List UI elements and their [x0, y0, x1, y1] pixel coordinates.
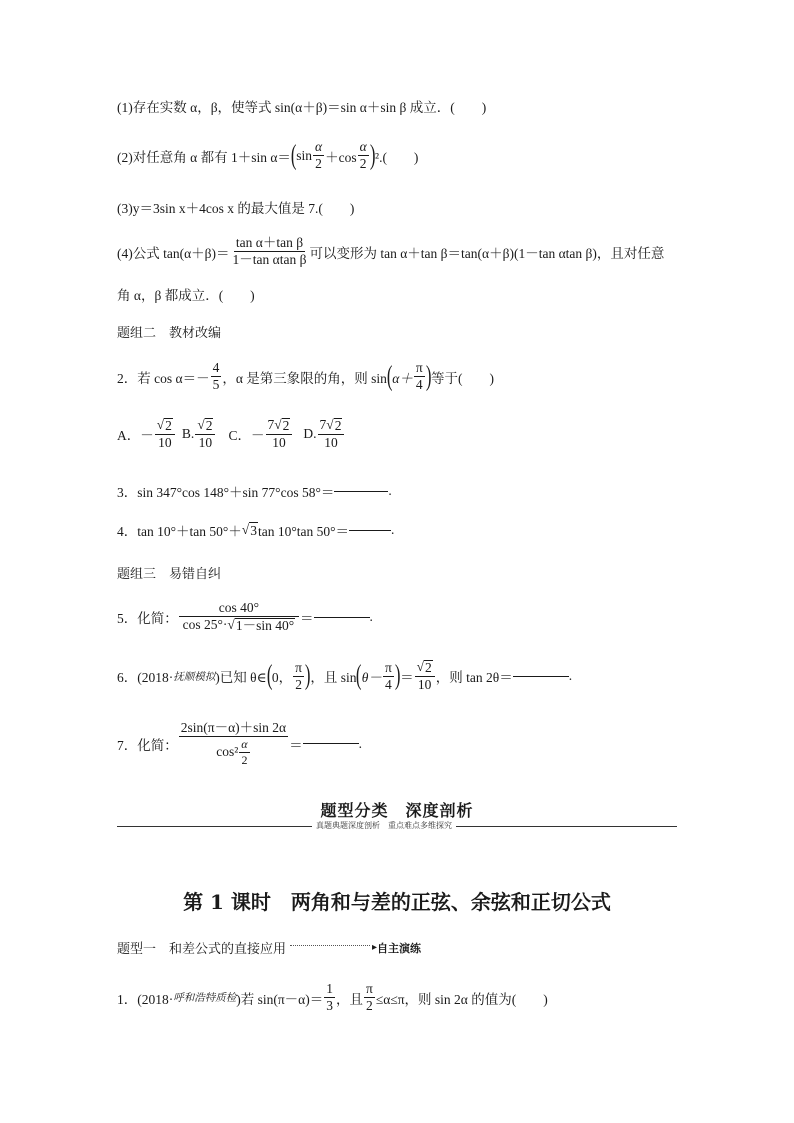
fraction-4-over-5: $\frac{4}{5}$ [212, 360, 220, 393]
option-b: B. √ 2 10 [182, 418, 217, 450]
problem-7: 7．化简： 2sin(π－α)＋sin 2α cos² $\frac{\alpha}{2}$ ＝ . [117, 720, 362, 767]
tan-sum-fraction: $\frac{\text{tan α＋tan β}}{\text{1－tan αtan β}}$ [232, 235, 307, 268]
sqrt: √ 2 [155, 418, 175, 435]
banner-title: 题型分类 深度剖析 [320, 801, 474, 820]
numerator: 7√ 2 [318, 418, 345, 435]
question-2: (2)对任意角 α 都有 1＋sin α＝ ( sin $\frac{\alpha}{2}$ ＋cos $\frac{\alpha}{2}$ ) ².( ) [117, 139, 419, 172]
numerator: 7√ 2 [266, 418, 293, 435]
fraction-pi-over-2: $\frac{\pi}{2}$ [366, 981, 373, 1014]
problem-6: 6．(2018· 抚顺模拟 )已知 θ∈ ( 0， $\frac{\pi}{2}$ ) ，且 sin ( θ－ $\frac{\pi}{4}$ ) ＝ √ 2 10 ，则 tan 2θ＝ . [117, 659, 573, 693]
left-paren: ( [266, 660, 273, 692]
fraction-7root2-over-10: 7√ 2 10 [318, 418, 345, 450]
left-paren: ( [290, 139, 297, 171]
sqrt: √ 1－sin 40° [227, 617, 295, 634]
sqrt: √ 2 [195, 418, 215, 435]
sqrt: √ 2 [326, 417, 342, 433]
answer-blank[interactable] [513, 676, 569, 677]
right-paren: ) [425, 360, 432, 392]
simplify-fraction: 2sin(π－α)＋sin 2α cos² $\frac{\alpha}{2}$ [180, 720, 287, 767]
fraction-root2-over-10: √ 2 10 [155, 418, 175, 450]
answer-blank[interactable] [314, 617, 370, 618]
sqrt: √ 2 [274, 417, 290, 433]
group-2-heading: 题组二 教材改编 [117, 326, 222, 341]
fraction-1-over-3: $\frac{1}{3}$ [326, 981, 334, 1014]
right-paren: ) [394, 660, 401, 692]
sqrt: √ 2 [415, 660, 435, 677]
lesson-title: 第 1 课时 两角和与差的正弦、余弦和正切公式 [183, 890, 611, 914]
answer-blank[interactable] [349, 530, 391, 531]
type-1-heading: 题型一 和差公式的直接应用 ▸ 自主演练 [117, 941, 422, 957]
option-d: D. 7√ 2 10 [303, 418, 345, 450]
problem-source: 呼和浩特质检 [173, 993, 237, 1005]
fraction-7root2-over-10: 7√ 2 10 [266, 418, 293, 450]
question-4: (4)公式 tan(α＋β)＝ $\frac{\text{tan α＋tan β}}{\text{1－tan αtan β}}$ 可以变形为 tan α＋tan β＝tan(α＋β)(1－tan αtan β)，且对任意 [117, 235, 665, 268]
denominator: cos² $\frac{\alpha}{2}$ [216, 737, 248, 767]
arrow-right-icon: ▸ [372, 942, 378, 953]
problem-3: 3．sin 347°cos 148°＋sin 77°cos 58°＝ . [117, 483, 392, 500]
fraction-pi-over-2: $\frac{\pi}{2}$ [295, 659, 302, 692]
dotted-leader [290, 945, 370, 946]
group-3-heading: 题组三 易错自纠 [117, 567, 222, 582]
option-a: A．－ √ 2 10 [117, 418, 176, 450]
denominator: cos 25°·√ 1－sin 40° [182, 617, 295, 634]
fraction-root2-over-10: √ 2 10 [195, 418, 215, 450]
right-paren: ) [304, 660, 311, 692]
question-4-line2: 角 α，β 都成立．( ) [117, 288, 255, 303]
section-banner [117, 798, 677, 830]
fraction-pi-over-4: $\frac{\pi}{4}$ [415, 360, 423, 393]
fraction-root2-over-10: √ 2 10 [415, 660, 435, 692]
problem-5: 5．化简： cos 40° cos 25°·√ 1－sin 40° ＝ . [117, 600, 373, 634]
problem-source: 抚顺模拟 [173, 671, 216, 683]
banner-subtitle: 真题典题深度剖析 重点难点多维探究 [312, 820, 456, 831]
left-paren: ( [356, 660, 362, 692]
question-3: (3)y＝3sin x＋4cos x 的最大值是 7.( ) [117, 201, 355, 216]
answer-blank[interactable] [334, 491, 388, 492]
option-c: C．－ 7√ 2 10 [228, 418, 293, 450]
fraction-alpha-over-2: $\frac{\alpha}{2}$ [315, 139, 323, 172]
sqrt: √ 3 [241, 521, 257, 538]
fraction-alpha-over-2: $\frac{\alpha}{2}$ [359, 139, 367, 172]
type-tag: 自主演练 [377, 941, 422, 955]
right-paren: ) [369, 139, 376, 171]
left-paren: ( [386, 360, 393, 392]
problem-4: 4．tan 10°＋tan 50°＋ √ 3 tan 10°tan 50°＝ . [117, 521, 395, 539]
simplify-fraction: cos 40° cos 25°·√ 1－sin 40° [179, 601, 299, 633]
question-1: (1)存在实数 α，β，使等式 sin(α＋β)＝sin α＋sin β 成立．( ) [117, 100, 487, 115]
answer-blank[interactable] [303, 743, 359, 744]
fraction-alpha-over-2: $\frac{\alpha}{2}$ [241, 737, 248, 767]
problem-2-options [117, 418, 345, 450]
problem-2: 2．若 cos α＝－ $\frac{4}{5}$ ，α 是第三象限的角，则 sin ( α＋ $\frac{\pi}{4}$ ) 等于( ) [117, 360, 494, 393]
type-1-problem-1: 1．(2018· 呼和浩特质检 )若 sin(π－α)＝ $\frac{1}{3}$ ，且 $\frac{\pi}{2}$ ≤α≤π，则 sin 2α 的值为( ) [117, 981, 548, 1014]
fraction-pi-over-4: $\frac{\pi}{4}$ [384, 659, 392, 692]
